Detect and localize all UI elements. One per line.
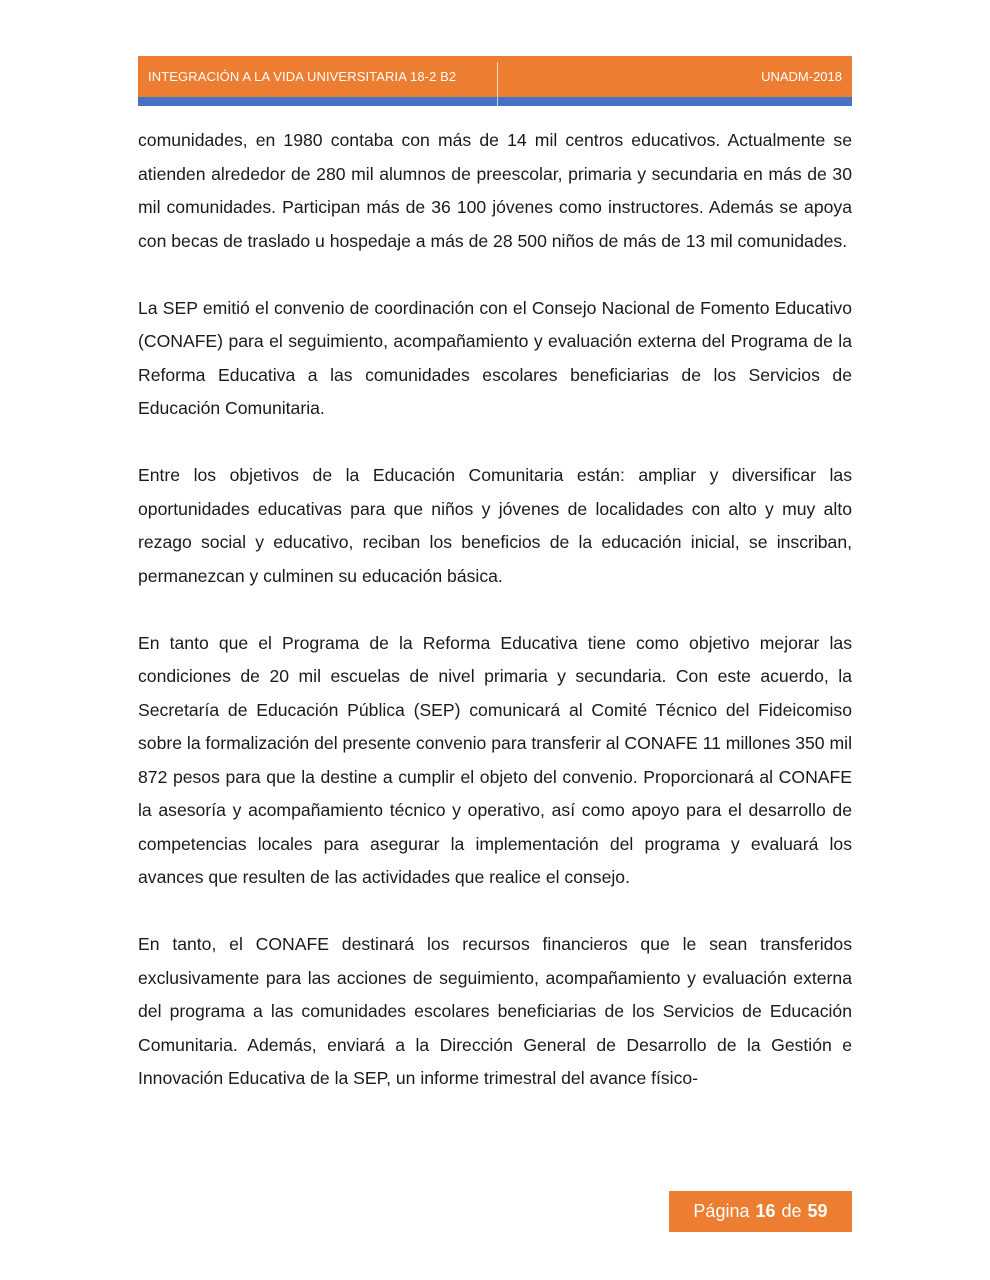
paragraph: En tanto que el Programa de la Reforma Educativa tiene como objetivo mejorar las condiciones de 20 mil escuelas de nivel primaria y secundaria. Con este acuerdo, la Secretaría de Educación Pública (SEP) comunicará al Comité Técnico del Fideicomiso sobre la formalización del presente convenio para transferir al CONAFE 11 millones 350 mil 872 pesos para que la destine a cumplir el objeto del convenio. Proporcionará al CONAFE la asesoría y acompañamiento técnico y operativo, así como apoyo para el desarrollo de competencias locales para asegurar la implementación del programa y evaluará los avances que resulten de las actividades que realice el consejo. [138, 632, 852, 887]
page-number-badge [669, 1191, 852, 1232]
paragraph: comunidades, en 1980 contaba con más de 14 mil centros educativos. Actualmente se atienden alrededor de 280 mil alumnos de preescolar, primaria y secundaria en más de 30 mil comunidades. Participan más de 36 100 jóvenes como instructores. Además se apoya con becas de traslado u hospedaje a más de 28 500 niños de más de 13 mil comunidades. [138, 130, 852, 251]
paragraph: La SEP emitió el convenio de coordinación con el Consejo Nacional de Fomento Educativo (CONAFE) para el seguimiento, acompañamiento y evaluación externa del Programa de la Reforma Educativa a las comunidades escolares beneficiarias de los Servicios de Educación Comunitaria. [138, 297, 852, 418]
header-accent-bar [138, 97, 852, 106]
page-label: Página [693, 1201, 750, 1221]
of-label: de [781, 1201, 802, 1221]
course-title: INTEGRACIÓN A LA VIDA UNIVERSITARIA 18-2 B2 [148, 69, 457, 84]
paragraph: Entre los objetivos de la Educación Comunitaria están: ampliar y diversificar las oportunidades educativas para que niños y jóvenes de localidades con alto y muy alto rezago social y educativo, reciban los beneficios de la educación inicial, se inscriban, permanezcan y culminen su educación básica. [138, 465, 852, 586]
document-body [138, 124, 852, 1096]
current-page-number: 16 [755, 1201, 776, 1221]
total-pages: 59 [807, 1201, 828, 1221]
header-divider [497, 62, 498, 106]
institution-year: UNADM-2018 [761, 69, 842, 84]
paragraph: En tanto, el CONAFE destinará los recursos financieros que le sean transferidos exclusivamente para las acciones de seguimiento, acompañamiento y evaluación externa del programa a las comunidades escolares beneficiarias de los Servicios de Educación Comunitaria. Además, enviará a la Dirección General de Desarrollo de la Gestión e Innovación Educativa de la SEP, un informe trimestral del avance físico- [138, 934, 852, 1088]
